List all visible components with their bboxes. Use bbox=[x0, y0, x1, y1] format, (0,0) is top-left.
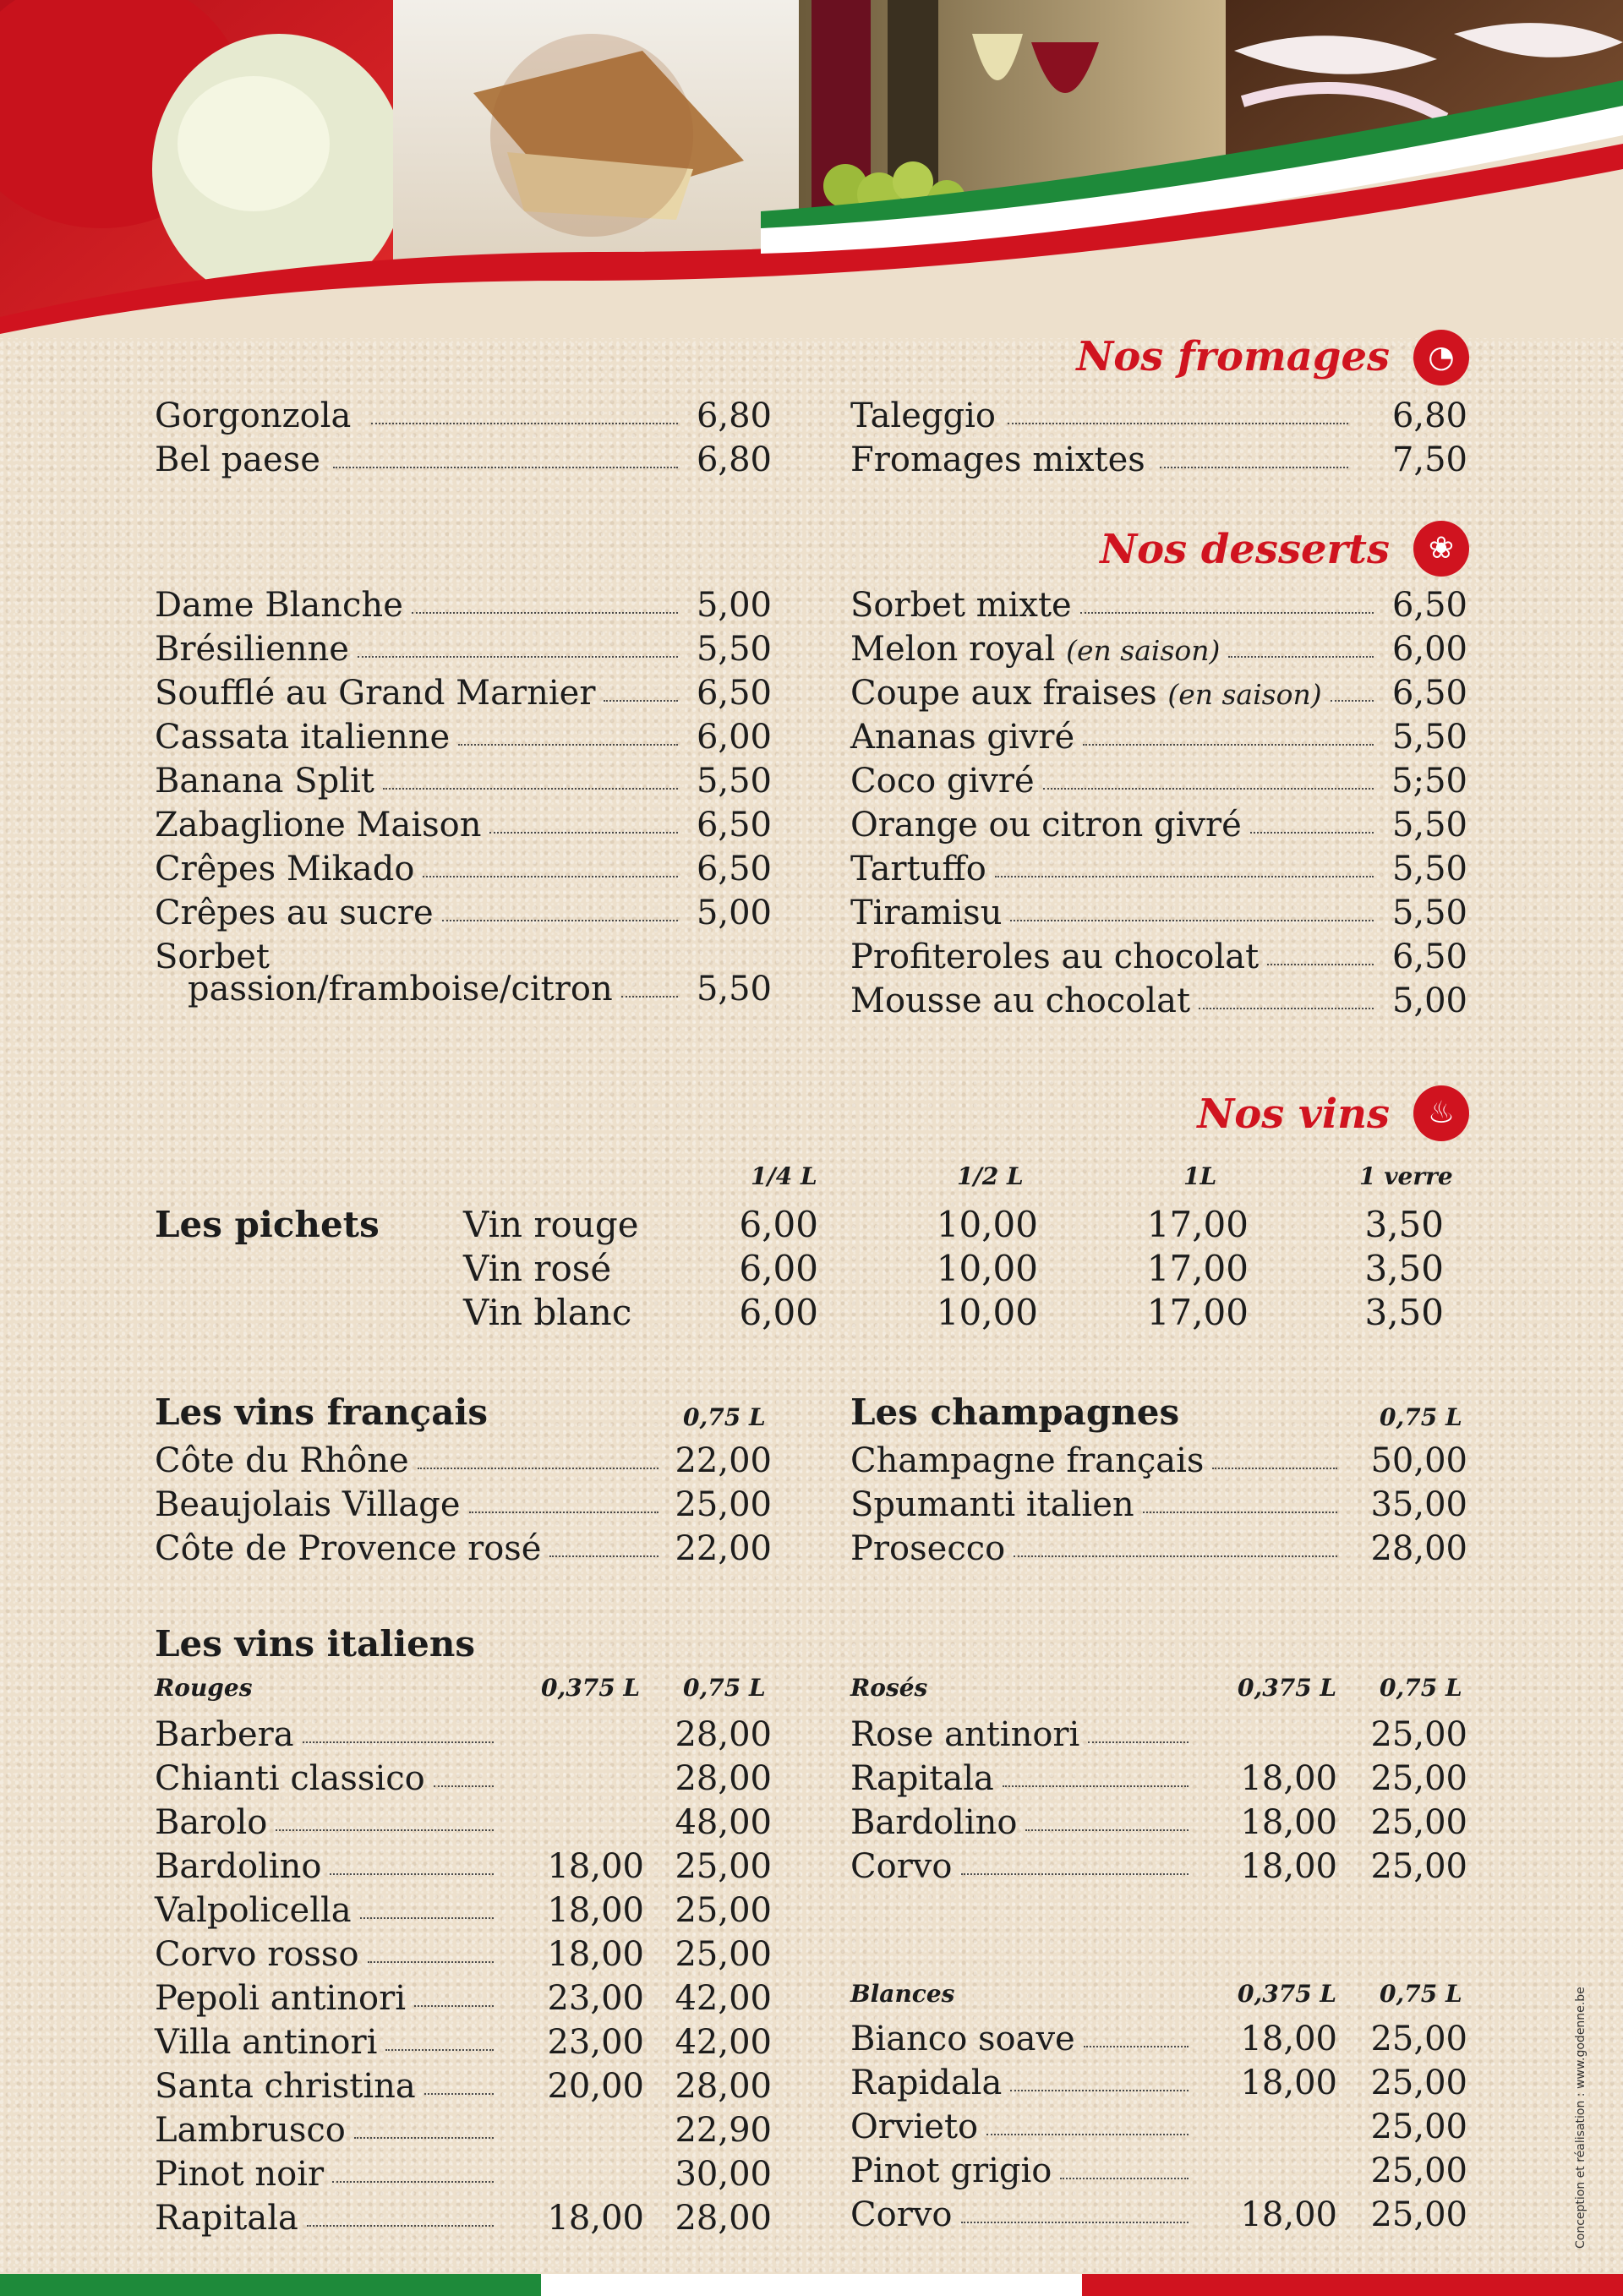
dot-leader bbox=[407, 583, 683, 627]
list-item bbox=[155, 627, 772, 671]
price-large: 30,00 bbox=[675, 2155, 772, 2194]
item-name-text: Profiteroles au chocolat bbox=[850, 938, 1260, 976]
dot-leader bbox=[1005, 2061, 1194, 2105]
item-price: 6,50 bbox=[1391, 586, 1467, 625]
price-small: 18,00 bbox=[547, 1847, 644, 1886]
dot-leader bbox=[1075, 583, 1379, 627]
item-name-text: Côte de Provence rosé bbox=[155, 1529, 542, 1568]
item-price: 5,50 bbox=[696, 762, 772, 801]
price-large: 25,00 bbox=[1370, 1715, 1467, 1754]
table-row bbox=[850, 2149, 1467, 2193]
roses-col-small: 0,375 L bbox=[1238, 1674, 1337, 1702]
pichets-col-glass: 1 verre bbox=[1359, 1162, 1453, 1190]
dot-leader bbox=[1207, 1439, 1342, 1483]
price-large: 28,00 bbox=[675, 2067, 772, 2106]
wine-name: Bardolino bbox=[155, 1847, 322, 1886]
item-price: 25,00 bbox=[675, 1485, 772, 1524]
dot-leader bbox=[1223, 627, 1379, 671]
item-name bbox=[155, 671, 595, 715]
list-item bbox=[155, 715, 772, 759]
item-name bbox=[850, 803, 1242, 847]
item-name bbox=[850, 1527, 1005, 1571]
price-large: 25,00 bbox=[1370, 1803, 1467, 1842]
vins-francais-title: Les vins français bbox=[155, 1391, 489, 1433]
item-name-text: Banana Split bbox=[155, 762, 374, 801]
wine-name: Lambrusco bbox=[155, 2111, 346, 2150]
item-name-text: Crêpes au sucre bbox=[155, 894, 434, 932]
item-name-text: Spumanti italien bbox=[850, 1485, 1134, 1524]
price-small: 18,00 bbox=[1240, 1759, 1337, 1798]
blancs-label: Blances bbox=[850, 1980, 955, 2008]
item-name-text: Côte du Rhône bbox=[155, 1441, 409, 1480]
price-large: 48,00 bbox=[675, 1803, 772, 1842]
item-name bbox=[155, 627, 349, 671]
item-price: 5,00 bbox=[1391, 981, 1467, 1020]
item-name-text: Prosecco bbox=[850, 1529, 1006, 1568]
dot-leader bbox=[544, 1527, 664, 1571]
credit-text: Conception et réalisation : www.godenne.be bbox=[1574, 1987, 1587, 2249]
item-price: 22,00 bbox=[675, 1529, 772, 1568]
item-price: 5,50 bbox=[696, 970, 772, 1009]
item-price: 5,50 bbox=[1391, 850, 1467, 888]
dot-leader bbox=[437, 891, 683, 935]
list-item bbox=[850, 935, 1467, 979]
price-large: 25,00 bbox=[1370, 2064, 1467, 2102]
dot-leader bbox=[464, 1483, 664, 1527]
wine-name: Rose antinori bbox=[850, 1715, 1080, 1754]
price-large: 25,00 bbox=[1370, 2151, 1467, 2190]
pichet-wine-name: Vin rouge bbox=[463, 1204, 639, 1245]
list-item bbox=[850, 671, 1467, 715]
item-price: 5,50 bbox=[1391, 894, 1467, 932]
wine-name: Corvo bbox=[850, 2195, 953, 2234]
dessert-icon: ❀ bbox=[1413, 521, 1469, 577]
price-small: 23,00 bbox=[547, 1979, 644, 2018]
item-name-text: Sorbet mixte bbox=[850, 586, 1072, 625]
item-price: 6,00 bbox=[696, 718, 772, 757]
table-row bbox=[155, 2196, 772, 2240]
dot-leader bbox=[990, 847, 1379, 891]
price-small: 20,00 bbox=[547, 2067, 644, 2106]
price-small: 18,00 bbox=[1240, 1803, 1337, 1842]
item-name bbox=[155, 803, 481, 847]
pichet-price: 3,50 bbox=[1364, 1204, 1444, 1245]
item-price: 6,50 bbox=[1391, 938, 1467, 976]
item-note: (en saison) bbox=[1066, 634, 1221, 667]
dot-leader bbox=[997, 1757, 1194, 1801]
pichet-price: 17,00 bbox=[1146, 1292, 1249, 1333]
list-item bbox=[850, 803, 1467, 847]
pichet-price: 17,00 bbox=[1146, 1204, 1249, 1245]
dot-leader bbox=[349, 2108, 499, 2152]
list-item bbox=[155, 847, 772, 891]
pichets-col-liter: 1L bbox=[1183, 1162, 1217, 1190]
wine-name: Villa antinori bbox=[155, 2023, 378, 2062]
price-small: 18,00 bbox=[547, 1935, 644, 1974]
dot-leader bbox=[380, 2020, 499, 2064]
wine-name: Valpolicella bbox=[155, 1891, 352, 1930]
item-price: 5,00 bbox=[696, 586, 772, 625]
price-large: 25,00 bbox=[1370, 1759, 1467, 1798]
price-large: 42,00 bbox=[675, 2023, 772, 2062]
list-item bbox=[155, 1483, 772, 1527]
footer-flag-green bbox=[0, 2274, 541, 2296]
price-small: 18,00 bbox=[547, 2199, 644, 2238]
table-row bbox=[155, 1889, 772, 1932]
list-item bbox=[850, 979, 1467, 1023]
table-row bbox=[155, 2108, 772, 2152]
item-name-text: Beaujolais Village bbox=[155, 1485, 461, 1524]
table-row bbox=[850, 2193, 1467, 2237]
dot-leader bbox=[1020, 1801, 1194, 1845]
item-name bbox=[850, 979, 1190, 1023]
wine-name: Santa christina bbox=[155, 2067, 416, 2106]
item-name-text: Coupe aux fraises bbox=[850, 674, 1157, 713]
item-name-text: Melon royal bbox=[850, 630, 1056, 669]
price-large: 22,90 bbox=[675, 2111, 772, 2150]
header-banner bbox=[0, 0, 1623, 338]
list-item-continuation bbox=[188, 967, 772, 1011]
wine-name: Rapidala bbox=[850, 2064, 1003, 2102]
rouges-col-small: 0,375 L bbox=[541, 1674, 641, 1702]
dot-leader bbox=[1262, 935, 1379, 979]
table-row bbox=[850, 1713, 1467, 1757]
pichet-price: 10,00 bbox=[936, 1204, 1038, 1245]
wine-bottle-icon: ♨ bbox=[1413, 1085, 1469, 1141]
item-price: 6,00 bbox=[1391, 630, 1467, 669]
item-name-text: Coco givré bbox=[850, 762, 1035, 801]
dot-leader bbox=[419, 2064, 499, 2108]
price-small: 18,00 bbox=[547, 1891, 644, 1930]
item-name bbox=[850, 1483, 1134, 1527]
wine-name: Rapitala bbox=[155, 2199, 298, 2238]
item-name bbox=[155, 759, 374, 803]
item-name bbox=[850, 627, 1220, 673]
list-item bbox=[850, 759, 1467, 803]
dot-leader bbox=[327, 2152, 499, 2196]
table-row bbox=[850, 1845, 1467, 1889]
dot-leader bbox=[1079, 2017, 1194, 2061]
vins-italiens-title: Les vins italiens bbox=[155, 1623, 476, 1665]
dot-leader bbox=[1083, 1713, 1194, 1757]
item-price: 5,50 bbox=[1391, 806, 1467, 845]
wine-name: Orvieto bbox=[850, 2107, 979, 2146]
item-price: 22,00 bbox=[675, 1441, 772, 1480]
dot-leader bbox=[270, 1801, 499, 1845]
item-name-text: Tiramisu bbox=[850, 894, 1003, 932]
price-large: 25,00 bbox=[1370, 1847, 1467, 1886]
price-large: 25,00 bbox=[675, 1847, 772, 1886]
dot-leader bbox=[453, 715, 683, 759]
item-name-text: Cassata italienne bbox=[155, 718, 451, 757]
wine-name: Pinot grigio bbox=[850, 2151, 1052, 2190]
price-large: 25,00 bbox=[1370, 2107, 1467, 2146]
wine-name: Chianti classico bbox=[155, 1759, 425, 1798]
item-name-text: Dame Blanche bbox=[155, 586, 403, 625]
item-name-text: Mousse au chocolat bbox=[850, 981, 1191, 1020]
list-item bbox=[155, 891, 772, 935]
champagnes-col: 0,75 L bbox=[1380, 1403, 1462, 1431]
table-row bbox=[850, 2017, 1467, 2061]
section-title-vins: Nos vins bbox=[1197, 1091, 1390, 1138]
dot-leader bbox=[363, 1932, 499, 1976]
wine-name: Barolo bbox=[155, 1803, 268, 1842]
blancs-col-large: 0,75 L bbox=[1380, 1980, 1462, 2008]
dot-leader bbox=[413, 1439, 664, 1483]
price-large: 25,00 bbox=[1370, 2195, 1467, 2234]
roses-label: Rosés bbox=[850, 1674, 928, 1702]
item-name bbox=[850, 715, 1074, 759]
dot-leader bbox=[598, 671, 683, 715]
item-name-text: Tartuffo bbox=[850, 850, 986, 888]
pichets-col-quarter: 1/4 L bbox=[751, 1162, 817, 1190]
item-price: 5,50 bbox=[1391, 718, 1467, 757]
item-name-text: Zabaglione Maison bbox=[155, 806, 482, 845]
item-name-text: Champagne français bbox=[850, 1441, 1205, 1480]
price-large: 25,00 bbox=[1370, 2020, 1467, 2058]
pichet-price: 6,00 bbox=[739, 1248, 818, 1289]
item-price: 50,00 bbox=[1370, 1441, 1467, 1480]
price-large: 28,00 bbox=[675, 1715, 772, 1754]
pichet-wine-name: Vin rosé bbox=[463, 1248, 612, 1289]
list-item bbox=[850, 1439, 1467, 1483]
item-name-text: Sorbet bbox=[155, 938, 270, 976]
item-name bbox=[850, 759, 1035, 803]
pichet-price: 3,50 bbox=[1364, 1292, 1444, 1333]
pichet-price: 3,50 bbox=[1364, 1248, 1444, 1289]
dot-leader bbox=[616, 967, 683, 1011]
price-small: 18,00 bbox=[1240, 1847, 1337, 1886]
price-large: 28,00 bbox=[675, 1759, 772, 1798]
table-row bbox=[155, 1845, 772, 1889]
table-row bbox=[850, 2061, 1467, 2105]
price-large: 25,00 bbox=[675, 1891, 772, 1930]
item-price: 5;50 bbox=[1391, 762, 1467, 801]
table-row bbox=[850, 1801, 1467, 1845]
list-item bbox=[850, 583, 1467, 627]
pichets-label: Les pichets bbox=[155, 1204, 380, 1245]
item-name-text: Brésilienne bbox=[155, 630, 349, 669]
pichet-price: 10,00 bbox=[936, 1248, 1038, 1289]
item-name bbox=[850, 847, 986, 891]
table-row bbox=[850, 2105, 1467, 2149]
list-item bbox=[850, 891, 1467, 935]
item-name bbox=[850, 1439, 1204, 1483]
blancs-col-small: 0,375 L bbox=[1238, 1980, 1337, 2008]
wine-name: Corvo bbox=[850, 1847, 953, 1886]
dot-leader bbox=[484, 803, 683, 847]
item-name-text: Soufflé au Grand Marnier bbox=[155, 674, 596, 713]
item-price: 6,50 bbox=[1391, 674, 1467, 713]
roses-col-large: 0,75 L bbox=[1380, 1674, 1462, 1702]
dot-leader bbox=[956, 2193, 1194, 2237]
item-name-text: Crêpes Mikado bbox=[155, 850, 415, 888]
item-name-line2: passion/framboise/citron bbox=[188, 970, 613, 1009]
item-name bbox=[850, 935, 1259, 979]
list-item bbox=[850, 847, 1467, 891]
pichet-price: 6,00 bbox=[739, 1292, 818, 1333]
price-small: 18,00 bbox=[1240, 2020, 1337, 2058]
item-name bbox=[155, 1527, 541, 1571]
list-item bbox=[155, 1439, 772, 1483]
table-row bbox=[155, 2020, 772, 2064]
dot-leader bbox=[1038, 759, 1379, 803]
table-row bbox=[155, 2152, 772, 2196]
dot-leader bbox=[418, 847, 683, 891]
wine-name: Pinot noir bbox=[155, 2155, 325, 2194]
dot-leader bbox=[352, 627, 683, 671]
table-row bbox=[155, 1757, 772, 1801]
pichet-wine-name: Vin blanc bbox=[463, 1292, 632, 1333]
price-large: 42,00 bbox=[675, 1979, 772, 2018]
item-price: 6,50 bbox=[696, 850, 772, 888]
item-name bbox=[850, 583, 1072, 627]
dot-leader bbox=[1055, 2149, 1194, 2193]
footer-flag-red bbox=[1082, 2274, 1623, 2296]
dot-leader bbox=[981, 2105, 1194, 2149]
rouges-col-large: 0,75 L bbox=[683, 1674, 766, 1702]
dot-leader bbox=[302, 2196, 499, 2240]
item-price: 35,00 bbox=[1370, 1485, 1467, 1524]
champagnes-title: Les champagnes bbox=[850, 1391, 1180, 1433]
dot-leader bbox=[956, 1845, 1194, 1889]
price-small: 18,00 bbox=[1240, 2064, 1337, 2102]
item-price: 6,50 bbox=[696, 674, 772, 713]
wine-name: Corvo rosso bbox=[155, 1935, 359, 1974]
price-large: 28,00 bbox=[675, 2199, 772, 2238]
list-item bbox=[155, 1527, 772, 1571]
item-name bbox=[850, 671, 1322, 717]
dot-leader bbox=[1245, 803, 1379, 847]
wine-name: Barbera bbox=[155, 1715, 294, 1754]
list-item bbox=[155, 671, 772, 715]
section-title-fromages: Nos fromages bbox=[1076, 333, 1390, 380]
dot-leader bbox=[1078, 715, 1379, 759]
footer-flag-white bbox=[541, 2274, 1082, 2296]
item-price: 5,50 bbox=[696, 630, 772, 669]
cheese-icon: ◔ bbox=[1413, 330, 1469, 385]
vins-francais-col: 0,75 L bbox=[683, 1403, 766, 1431]
wine-name: Rapitala bbox=[850, 1759, 994, 1798]
list-item bbox=[850, 627, 1467, 671]
wine-name: Bardolino bbox=[850, 1803, 1018, 1842]
list-item bbox=[850, 1483, 1467, 1527]
rouges-label: Rouges bbox=[155, 1674, 253, 1702]
list-item bbox=[155, 803, 772, 847]
price-large: 25,00 bbox=[675, 1935, 772, 1974]
item-name bbox=[155, 1439, 409, 1483]
wine-name: Bianco soave bbox=[850, 2020, 1075, 2058]
item-name bbox=[155, 1483, 461, 1527]
table-row bbox=[155, 2064, 772, 2108]
dot-leader bbox=[1005, 891, 1379, 935]
dot-leader bbox=[1138, 1483, 1342, 1527]
item-name bbox=[155, 583, 403, 627]
item-price: 28,00 bbox=[1370, 1529, 1467, 1568]
dot-leader bbox=[1008, 1527, 1342, 1571]
list-item bbox=[850, 1527, 1467, 1571]
list-item: Taleggio 6,80 bbox=[850, 394, 1467, 438]
list-item: Fromages mixtes 7,50 bbox=[850, 438, 1467, 482]
item-price: 5,00 bbox=[696, 894, 772, 932]
item-name-text: Ananas givré bbox=[850, 718, 1075, 757]
section-title-desserts: Nos desserts bbox=[1100, 526, 1390, 573]
item-note: (en saison) bbox=[1167, 678, 1322, 711]
dot-leader bbox=[325, 1845, 499, 1889]
list-item: Gorgonzola 6,80 bbox=[155, 394, 772, 438]
list-item bbox=[850, 715, 1467, 759]
pichet-price: 10,00 bbox=[936, 1292, 1038, 1333]
dot-leader bbox=[429, 1757, 499, 1801]
item-name bbox=[155, 891, 434, 935]
pichets-col-half: 1/2 L bbox=[957, 1162, 1024, 1190]
dot-leader bbox=[1325, 671, 1379, 715]
list-item: Bel paese 6,80 bbox=[155, 438, 772, 482]
item-name bbox=[155, 847, 414, 891]
pichet-price: 17,00 bbox=[1146, 1248, 1249, 1289]
table-row bbox=[850, 1757, 1467, 1801]
item-name bbox=[155, 715, 450, 759]
dot-leader bbox=[1194, 979, 1379, 1023]
price-small: 18,00 bbox=[1240, 2195, 1337, 2234]
dot-leader bbox=[298, 1713, 499, 1757]
item-price: 6,50 bbox=[696, 806, 772, 845]
wine-name: Pepoli antinori bbox=[155, 1979, 407, 2018]
item-name-text: Orange ou citron givré bbox=[850, 806, 1242, 845]
table-row bbox=[155, 1713, 772, 1757]
table-row bbox=[155, 1801, 772, 1845]
list-item bbox=[155, 583, 772, 627]
table-row bbox=[155, 1976, 772, 2020]
table-row bbox=[155, 1932, 772, 1976]
price-small: 23,00 bbox=[547, 2023, 644, 2062]
dot-leader bbox=[378, 759, 683, 803]
list-item bbox=[155, 759, 772, 803]
pichet-price: 6,00 bbox=[739, 1204, 818, 1245]
dot-leader bbox=[409, 1976, 499, 2020]
item-name bbox=[850, 891, 1002, 935]
dot-leader bbox=[355, 1889, 499, 1932]
